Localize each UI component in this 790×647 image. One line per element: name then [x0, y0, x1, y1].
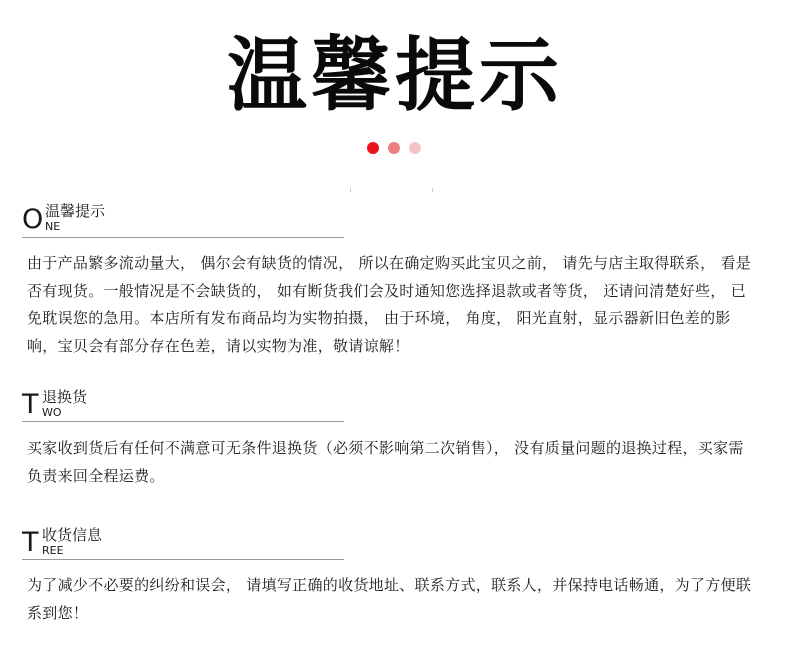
dot-pink: [388, 142, 400, 154]
section-subtitle: WO: [42, 406, 62, 419]
section-title: 收货信息: [42, 526, 103, 544]
section-divider: [22, 237, 344, 238]
section-subtitle: REE: [42, 544, 64, 557]
section-subtitle: NE: [45, 220, 61, 233]
section-title: 温馨提示: [45, 202, 106, 220]
divider-tick: [432, 188, 433, 192]
section-divider: [22, 559, 344, 560]
section-body: 为了减少不必要的纠纷和误会， 请填写正确的收货地址、联系方式，联系人，并保持电话畅通，为了方便联系到您！: [27, 576, 752, 622]
section-initial: O: [22, 204, 44, 235]
section-initial: T: [22, 389, 39, 420]
dot-red: [367, 142, 379, 154]
section-body: 由于产品繁多流动量大， 偶尔会有缺货的情况， 所以在确定购买此宝贝之前， 请先与店主取得联系， 看是否有现货。一般情况是不会缺货的， 如有断货我们会及时通知您选择退款或者等货， 还请问清楚好些， 已免耽误您的急用。本店所有发布商品均为实物拍摄， 由于环境， 角度， 阳光直射，显示器新旧色差的影响，宝贝会有部分存在色差，请以实物为准，敬请谅解！: [27, 254, 752, 355]
page-title: 温馨提示: [227, 29, 563, 122]
section-title: 退换货: [42, 388, 88, 406]
divider-tick: [350, 188, 351, 192]
section-body: 买家收到货后有任何不满意可无条件退换货（必须不影响第二次销售）， 没有质量问题的退换过程，买家需负责来回全程运费。: [27, 439, 744, 485]
section-divider: [22, 421, 344, 422]
dot-light-pink: [409, 142, 421, 154]
section-initial: T: [22, 527, 39, 558]
